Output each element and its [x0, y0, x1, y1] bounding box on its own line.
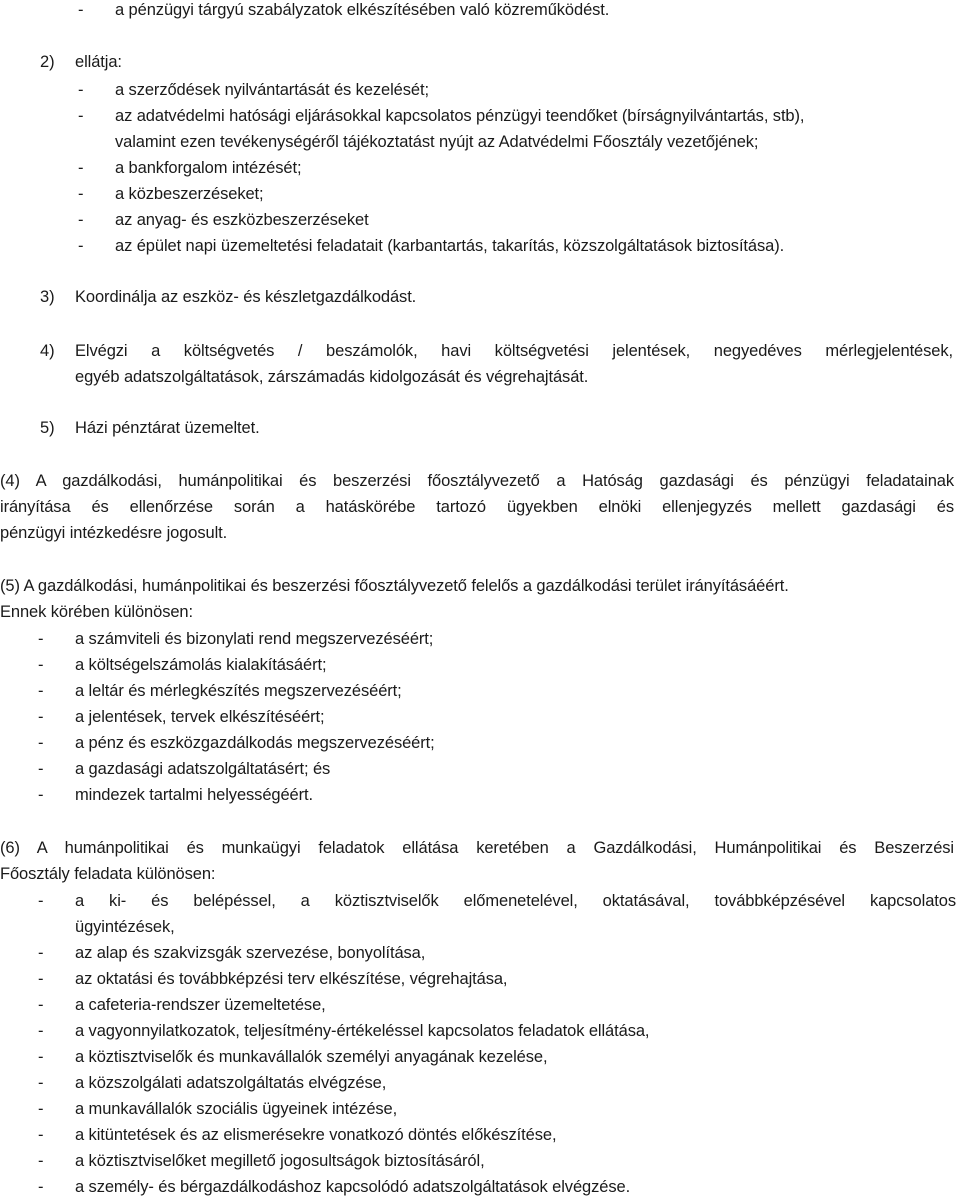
list-item-text: a kitüntetések és az elismerésekre vonatkozó döntés előkészítése, — [75, 1126, 557, 1144]
paragraph-text: (6) A humánpolitikai és munkaügyi feladatok ellátása keretében a Gazdálkodási, Humánpolitikai és Beszerzési — [0, 839, 954, 857]
section-number: 4) — [40, 342, 55, 360]
list-dash: - — [38, 944, 44, 962]
list-dash: - — [38, 786, 44, 804]
list-item-text: a köztisztviselők és munkavállalók személyi anyagának kezelése, — [75, 1048, 548, 1066]
list-dash: - — [78, 81, 84, 99]
paragraph-line — [0, 836, 960, 860]
section-text: Elvégzi a költségvetés / beszámolók, havi költségvetési jelentések, negyedéves mérlegjelentések, — [75, 342, 953, 360]
list-item-text: a közbeszerzéseket; — [115, 185, 264, 203]
list-dash: - — [38, 1048, 44, 1066]
list-dash: - — [78, 237, 84, 255]
list-item-text: a bankforgalom intézését; — [115, 159, 302, 177]
list-item-text: a pénzügyi tárgyú szabályzatok elkészítésében való közreműködést. — [115, 1, 610, 19]
section-number: 3) — [40, 288, 55, 306]
list-dash: - — [78, 1, 84, 19]
section-label: ellátja: — [75, 53, 122, 71]
paragraph-text: Főosztály feladata különösen: — [0, 865, 216, 883]
list-item-text: az oktatási és továbbképzési terv elkészítése, végrehajtása, — [75, 970, 508, 988]
list-dash: - — [38, 734, 44, 752]
section-number: 2) — [40, 53, 55, 71]
list-item-text: a jelentések, tervek elkészítéséért; — [75, 708, 325, 726]
list-item-text: a költségelszámolás kialakításáért; — [75, 656, 327, 674]
list-item-text: a pénz és eszközgazdálkodás megszervezéséért; — [75, 734, 435, 752]
list-item-text: a számviteli és bizonylati rend megszervezéséért; — [75, 630, 434, 648]
list-dash: - — [38, 970, 44, 988]
list-item-text: a vagyonnyilatkozatok, teljesítmény-értékeléssel kapcsolatos feladatok ellátása, — [75, 1022, 650, 1040]
section-text: Koordinálja az eszköz- és készletgazdálkodást. — [75, 288, 417, 306]
list-item-text: az alap és szakvizsgák szervezése, bonyolítása, — [75, 944, 426, 962]
list-dash: - — [38, 1152, 44, 1170]
list-item-text: a munkavállalók szociális ügyeinek intézése, — [75, 1100, 398, 1118]
list-item-text: a leltár és mérlegkészítés megszervezéséért; — [75, 682, 402, 700]
list-dash: - — [38, 996, 44, 1014]
list-dash: - — [78, 107, 84, 125]
list-item-text: a köztisztviselőket megillető jogosultságok biztosításáról, — [75, 1152, 485, 1170]
list-dash: - — [38, 760, 44, 778]
list-dash: - — [78, 185, 84, 203]
list-dash: - — [78, 159, 84, 177]
paragraph-text: Ennek körében különösen: — [0, 603, 193, 621]
list-item-text: a gazdasági adatszolgáltatásért; és — [75, 760, 331, 778]
list-item-text: a cafeteria-rendszer üzemeltetése, — [75, 996, 326, 1014]
paragraph-text: (4) A gazdálkodási, humánpolitikai és beszerzési főosztályvezető a Hatóság gazdasági és pénzügyi feladatainak — [0, 472, 954, 490]
list-item-text: az adatvédelmi hatósági eljárásokkal kapcsolatos pénzügyi teendőket (bírságnyilvántartás, stb), — [115, 107, 805, 125]
list-dash: - — [78, 211, 84, 229]
list-item-text: a ki- és belépéssel, a köztisztviselők előmenetelével, oktatásával, továbbképzésével kapcsolatos — [75, 892, 956, 910]
list-item-text: ügyintézések, — [75, 918, 175, 936]
paragraph-text: irányítása és ellenőrzése során a hatáskörébe tartozó ügyekben elnöki ellenjegyzés mellett gazdasági és — [0, 498, 954, 516]
list-dash: - — [38, 892, 44, 910]
list-item-text: valamint ezen tevékenységéről tájékoztatást nyújt az Adatvédelmi Főosztály vezetőjének; — [115, 133, 759, 151]
list-dash: - — [38, 682, 44, 700]
section-number: 5) — [40, 419, 55, 437]
list-dash: - — [38, 1074, 44, 1092]
list-dash: - — [38, 1178, 44, 1196]
list-dash: - — [38, 708, 44, 726]
paragraph-line — [0, 495, 960, 519]
section-text-line — [0, 339, 960, 363]
section-text: egyéb adatszolgáltatások, zárszámadás kidolgozását és végrehajtását. — [75, 368, 589, 386]
list-dash: - — [38, 1022, 44, 1040]
list-item-text: mindezek tartalmi helyességéért. — [75, 786, 313, 804]
list-dash: - — [38, 1100, 44, 1118]
list-item-text: az anyag- és eszközbeszerzéseket — [115, 211, 369, 229]
section-text: Házi pénztárat üzemeltet. — [75, 419, 260, 437]
list-item-text: a közszolgálati adatszolgáltatás elvégzése, — [75, 1074, 387, 1092]
list-item-text: a szerződések nyilvántartását és kezelését; — [115, 81, 429, 99]
list-dash: - — [38, 630, 44, 648]
paragraph-line — [0, 469, 960, 493]
list-item-text: az épület napi üzemeltetési feladatait (karbantartás, takarítás, közszolgáltatások biztosítása). — [115, 237, 785, 255]
paragraph-text: pénzügyi intézkedésre jogosult. — [0, 524, 228, 542]
list-dash: - — [38, 1126, 44, 1144]
list-item-line — [0, 889, 960, 913]
list-dash: - — [38, 656, 44, 674]
paragraph-text: (5) A gazdálkodási, humánpolitikai és beszerzési főosztályvezető felelős a gazdálkodási terület irányításáéért. — [0, 577, 789, 595]
list-item-text: a személy- és bérgazdálkodáshoz kapcsolódó adatszolgáltatások elvégzése. — [75, 1178, 631, 1196]
